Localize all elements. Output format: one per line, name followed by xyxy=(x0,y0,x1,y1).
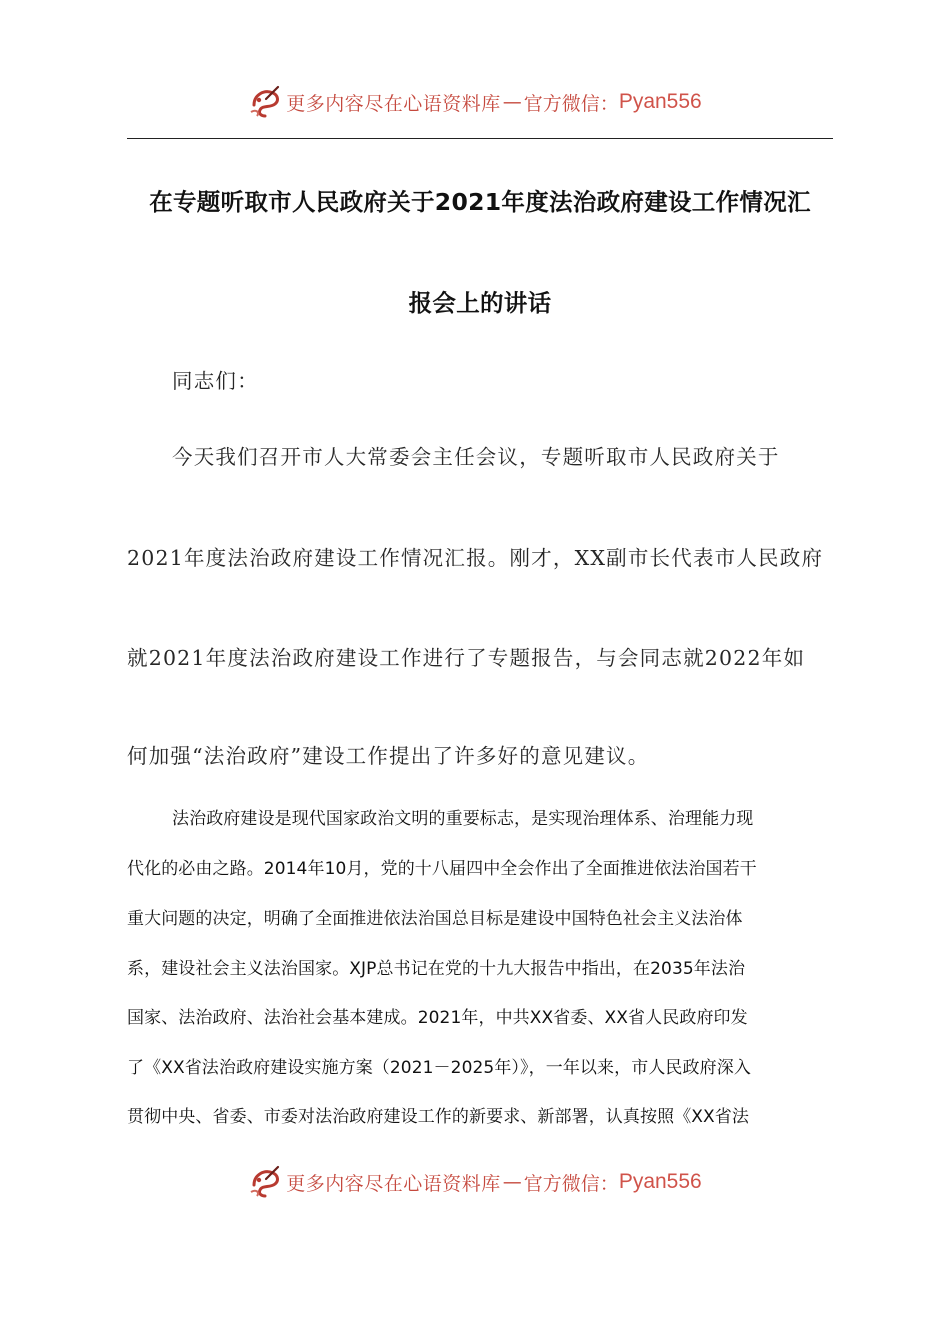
paragraph-2-line: 国家、法治政府、法治社会基本建成。2021年，中共XX省委、XX省人民政府印发 xyxy=(127,1008,748,1028)
document-title-line-1: 在专题听取市人民政府关于2021年度法治政府建设工作情况汇 xyxy=(149,188,811,216)
paragraph-2-line: 系，建设社会主义法治国家。XJP总书记在党的十九大报告中指出，在2035年法治 xyxy=(127,959,746,979)
paragraph-2-line: 贯彻中央、省委、市委对法治政府建设工作的新要求、新部署，认真按照《XX省法 xyxy=(127,1107,749,1127)
paragraph-1-line: 今天我们召开市人大常委会主任会议，专题听取市人民政府关于 xyxy=(172,445,780,469)
document-title-line-2: 报会上的讲话 xyxy=(408,289,552,317)
paragraph-1-line: 就2021年度法治政府建设工作进行了专题报告，与会同志就2022年如 xyxy=(127,646,806,670)
header-divider xyxy=(127,138,833,139)
paragraph-2-line: 代化的必由之路。2014年10月，党的十八届四中全会作出了全面推进依法治国若干 xyxy=(127,859,757,879)
paragraph-2-line: 法治政府建设是现代国家政治文明的重要标志，是实现治理体系、治理能力现 xyxy=(172,809,754,829)
paragraph-1-line: 何加强“法治政府”建设工作提出了许多好的意见建议。 xyxy=(127,744,650,768)
banner-wechat-id: Pyan556 xyxy=(618,1170,702,1193)
banner-wechat-id: Pyan556 xyxy=(618,90,702,113)
ink-brush-logo-icon xyxy=(248,85,282,119)
footer-banner xyxy=(0,1162,950,1202)
ink-brush-logo-icon xyxy=(248,1165,282,1199)
header-banner xyxy=(0,82,950,122)
banner-dash: — xyxy=(502,91,522,113)
banner-wechat-label: 官方微信： xyxy=(523,92,619,115)
paragraph-2-line: 重大问题的决定，明确了全面推进依法治国总目标是建设中国特色社会主义法治体 xyxy=(127,909,743,929)
paragraph-2-line: 了《XX省法治政府建设实施方案（2021－2025年）》，一年以来，市人民政府深入 xyxy=(127,1058,751,1078)
banner-slogan: 更多内容尽在心语资料库 xyxy=(286,1172,501,1195)
paragraph-1-line: 2021年度法治政府建设工作情况汇报。刚才，XX副市长代表市人民政府 xyxy=(127,546,824,570)
banner-dash: — xyxy=(502,1171,522,1193)
salutation: 同志们： xyxy=(172,369,259,393)
banner-wechat-label: 官方微信： xyxy=(523,1172,619,1195)
banner-slogan: 更多内容尽在心语资料库 xyxy=(286,92,501,115)
